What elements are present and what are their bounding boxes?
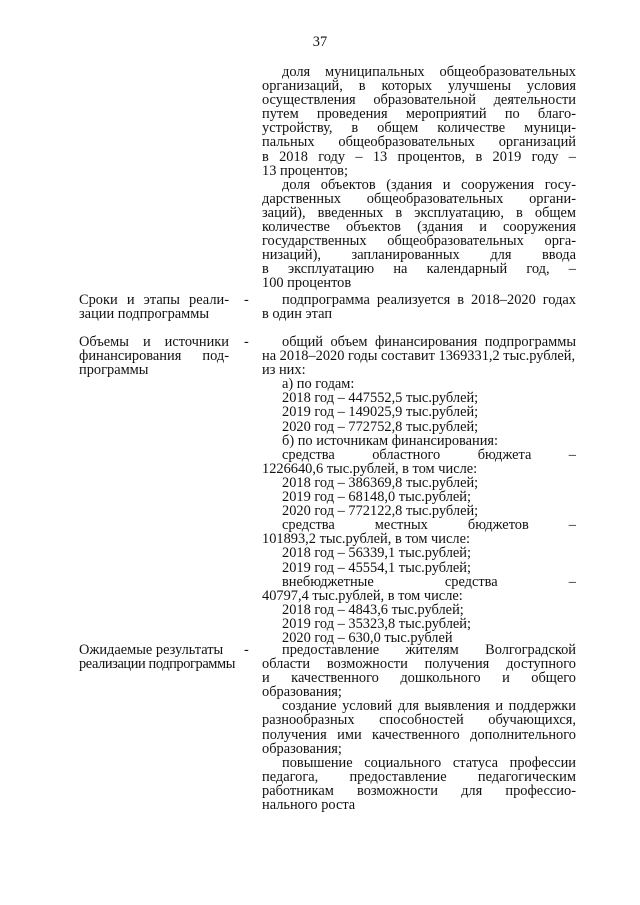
row-content-terms [262, 293, 576, 321]
row-dash: - [244, 334, 249, 350]
text-line: разнообразных способностей обучающихся, [262, 712, 576, 729]
text-line: образования; [262, 740, 342, 757]
text-line: в один этап [262, 306, 333, 323]
text-line: доля объектов (здания и сооружения госу- [282, 176, 576, 193]
text-line: средства местных бюджетов – [282, 517, 576, 534]
text-line: 2019 год – 68148,0 тыс.рублей; [282, 489, 471, 506]
text-line: 1226640,6 тыс.рублей, в том числе: [262, 460, 478, 477]
text-line: 2018 год – 386369,8 тыс.рублей; [282, 474, 479, 491]
text-line: б) по источникам финансирования: [282, 432, 499, 449]
text-line: из них: [262, 362, 306, 379]
text-line: 2019 год – 45554,1 тыс.рублей; [282, 559, 471, 576]
text-line: 2020 год – 630,0 тыс.рублей [282, 629, 453, 646]
text-line: а) по годам: [282, 376, 355, 393]
text-line: создание условий для выявления и поддержки [282, 698, 576, 715]
text-line: педагога, предоставление педагогическим [262, 768, 576, 785]
text-line: предоставление жителям Волгоградской [282, 642, 576, 658]
label-line: реализации подпрограммы [79, 656, 235, 673]
text-line: 2019 год – 35323,8 тыс.рублей; [282, 615, 471, 632]
text-line: заций), введенных в эксплуатацию, в общем [262, 204, 576, 221]
text-line: получения ими качественного дополнительного [262, 726, 576, 743]
text-line: осуществления образовательной деятельности [262, 92, 576, 109]
text-line: подпрограмма реализуется в 2018–2020 годах [282, 292, 576, 308]
text-line: 13 процентов; [262, 162, 348, 179]
label-line: зации подпрограммы [79, 306, 210, 323]
row-content-results [262, 643, 576, 812]
label-line: программы [79, 362, 149, 379]
label-line: финансирования под- [79, 348, 229, 365]
text-line: на 2018–2020 годы составит 1369331,2 тыс.рублей, [262, 348, 576, 365]
label-line: Ожидаемые результаты [79, 642, 224, 658]
text-line: 2018 год – 4843,6 тыс.рублей; [282, 601, 464, 618]
text-line: низаций), запланированных для ввода [262, 247, 576, 264]
label-line: Сроки и этапы реали- [79, 292, 229, 308]
text-line: путем проведения мероприятий по благо- [262, 106, 576, 123]
text-line: области возможности получения доступного [262, 656, 576, 673]
text-line: устройству, в общем количестве муници- [262, 120, 576, 137]
text-line: организаций, в которых улучшены условия [262, 78, 576, 95]
text-line: средства областного бюджета – [282, 446, 576, 463]
text-line: 2018 год – 56339,1 тыс.рублей; [282, 545, 471, 562]
row-label-terms [79, 293, 254, 321]
text-line: 2019 год – 149025,9 тыс.рублей; [282, 404, 479, 421]
top-continuation-text [262, 65, 576, 291]
text-line: 101893,2 тыс.рублей, в том числе: [262, 531, 470, 548]
text-line: 2018 год – 447552,5 тыс.рублей; [282, 390, 479, 407]
label-line: Объемы и источники [79, 334, 229, 350]
text-line: 40797,4 тыс.рублей, в том числе: [262, 587, 463, 604]
row-label-funding [79, 335, 254, 377]
text-line: пальных общеобразовательных организаций [262, 134, 576, 151]
text-line: 100 процентов [262, 275, 352, 292]
text-line: 2020 год – 772122,8 тыс.рублей; [282, 503, 479, 520]
text-line: в эксплуатацию на календарный год, – [262, 261, 576, 278]
text-line: доля муниципальных общеобразовательных [282, 64, 576, 80]
text-line: нального роста [262, 797, 356, 814]
text-line: работникам возможности для профессио- [262, 782, 576, 799]
row-content-funding [262, 335, 576, 645]
row-dash: - [244, 292, 249, 308]
text-line: дарственных общеобразовательных органи- [262, 190, 576, 207]
text-line: количестве объектов (здания и сооружения [262, 219, 576, 236]
text-line: общий объем финансирования подпрограммы [282, 334, 576, 350]
text-line: и качественного дошкольного и общего [262, 670, 576, 687]
text-line: повышение социального статуса профессии [282, 754, 576, 771]
row-dash: - [244, 642, 249, 658]
text-line: образования; [262, 684, 342, 701]
text-line: государственных общеобразовательных орга- [262, 233, 576, 250]
row-label-results [79, 643, 254, 671]
text-line: в 2018 году – 13 процентов, в 2019 году – [262, 148, 576, 165]
text-line: внебюджетные средства – [282, 573, 576, 590]
text-line: 2020 год – 772752,8 тыс.рублей; [282, 418, 479, 435]
page-number: 37 [312, 34, 328, 50]
